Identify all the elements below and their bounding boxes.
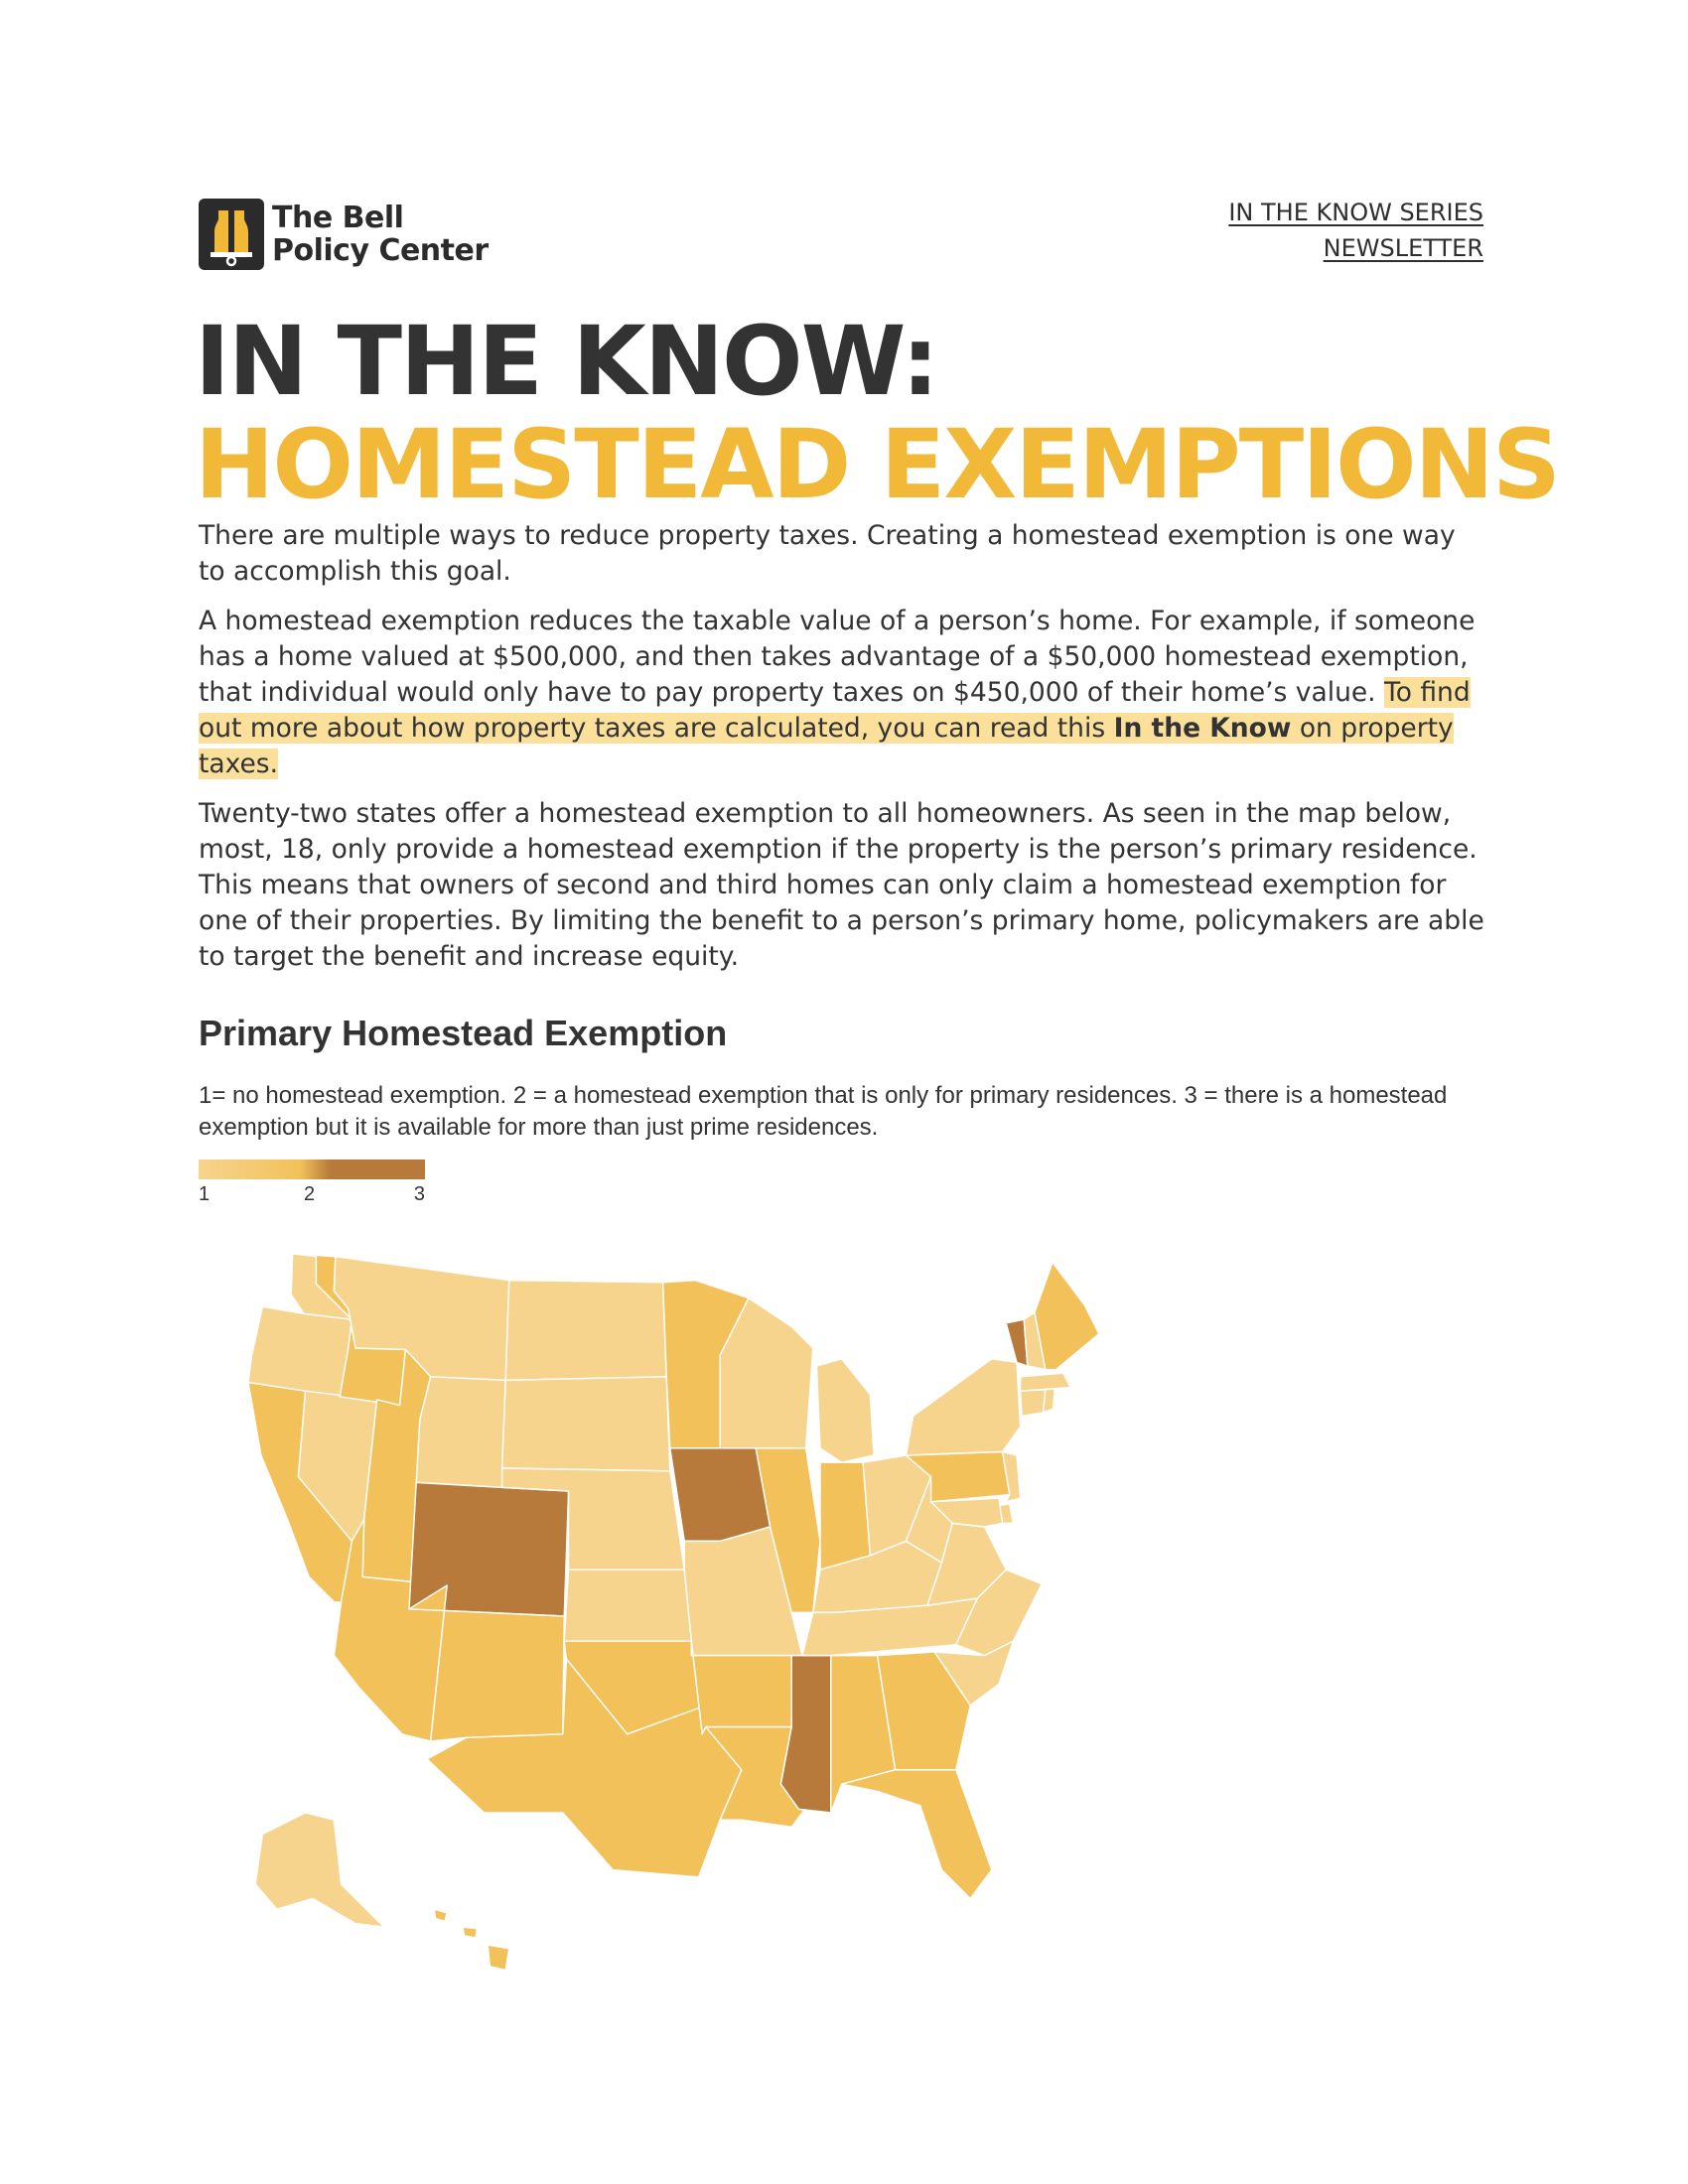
series-line2[interactable]: NEWSLETTER bbox=[1323, 234, 1483, 262]
state-ar[interactable] bbox=[691, 1641, 802, 1734]
article-body bbox=[199, 518, 1489, 989]
state-sd[interactable] bbox=[502, 1377, 670, 1471]
state-ny[interactable] bbox=[906, 1359, 1020, 1455]
state-ak[interactable] bbox=[255, 1813, 384, 1927]
paragraph-states: Twenty-two states offer a homestead exemption to all homeowners. As seen in the map below, most, 18, only provide a homestead exemption if the property is the person’s primary residence. This means that owners of second and third homes can only claim a homestead exemption for one of their properties. By limiting the benefit to a person’s primary home, policymakers are able to target the benefit and increase equity. bbox=[199, 798, 1484, 972]
brand-name-line1: The Bell bbox=[272, 201, 404, 235]
paragraph-intro: There are multiple ways to reduce property taxes. Creating a homestead exemption is one way to accomplish this goal. bbox=[199, 520, 1456, 587]
state-ri[interactable] bbox=[1044, 1389, 1055, 1413]
state-nd[interactable] bbox=[505, 1281, 666, 1381]
series-link[interactable] bbox=[1228, 195, 1483, 266]
paragraph-example-text: A homestead exemption reduces the taxable value of a person’s home. For example, if someone has a home valued at $500,000, and then takes advantage of a $50,000 homestead exemption, that individual would only have to pay property taxes on $450,000 of their home’s value. bbox=[199, 606, 1476, 708]
state-ct[interactable] bbox=[1021, 1390, 1046, 1417]
brand-logo[interactable] bbox=[199, 199, 489, 270]
legend-min: 1 bbox=[199, 1183, 211, 1205]
state-fl[interactable] bbox=[842, 1770, 992, 1899]
brand-name-line2: Policy Center bbox=[272, 233, 489, 268]
link-text-bold[interactable]: In the Know bbox=[1113, 713, 1292, 744]
paragraph-example bbox=[199, 604, 1489, 782]
legend-max: 3 bbox=[413, 1183, 425, 1205]
legend-labels bbox=[199, 1179, 425, 1207]
state-ma[interactable] bbox=[1021, 1373, 1070, 1391]
map-description: 1= no homestead exemption. 2 = a homestead exemption that is only for primary residences. 3 = there is a homestead exemption but it is available for more than just prime residences. bbox=[199, 1082, 1448, 1141]
page-title bbox=[195, 306, 1560, 520]
title-line2: HOMESTEAD EXEMPTIONS bbox=[195, 409, 1560, 520]
state-wy[interactable] bbox=[416, 1377, 505, 1488]
map-legend bbox=[199, 1160, 425, 1207]
link-text-b[interactable]: on property taxes. bbox=[199, 713, 1454, 779]
state-mi[interactable] bbox=[816, 1359, 874, 1462]
bell-icon bbox=[199, 199, 264, 270]
brand-name bbox=[272, 202, 489, 267]
series-line1[interactable]: IN THE KNOW SERIES bbox=[1228, 199, 1483, 226]
state-me[interactable] bbox=[1035, 1263, 1099, 1370]
title-line1: IN THE KNOW: bbox=[195, 306, 937, 417]
states-group bbox=[248, 1254, 1099, 1970]
map-heading: Primary Homestead Exemption bbox=[199, 1013, 728, 1053]
legend-gradient bbox=[199, 1160, 425, 1179]
state-ia[interactable] bbox=[670, 1448, 771, 1542]
us-choropleth-map bbox=[228, 1221, 1470, 2015]
state-in[interactable] bbox=[820, 1462, 870, 1570]
state-hi[interactable] bbox=[434, 1909, 509, 1970]
legend-mid: 2 bbox=[304, 1183, 316, 1205]
state-or[interactable] bbox=[248, 1306, 352, 1397]
state-ks[interactable] bbox=[564, 1570, 691, 1641]
link-text-a[interactable]: To find out more about how property taxes are calculated, you can read this bbox=[199, 677, 1471, 744]
